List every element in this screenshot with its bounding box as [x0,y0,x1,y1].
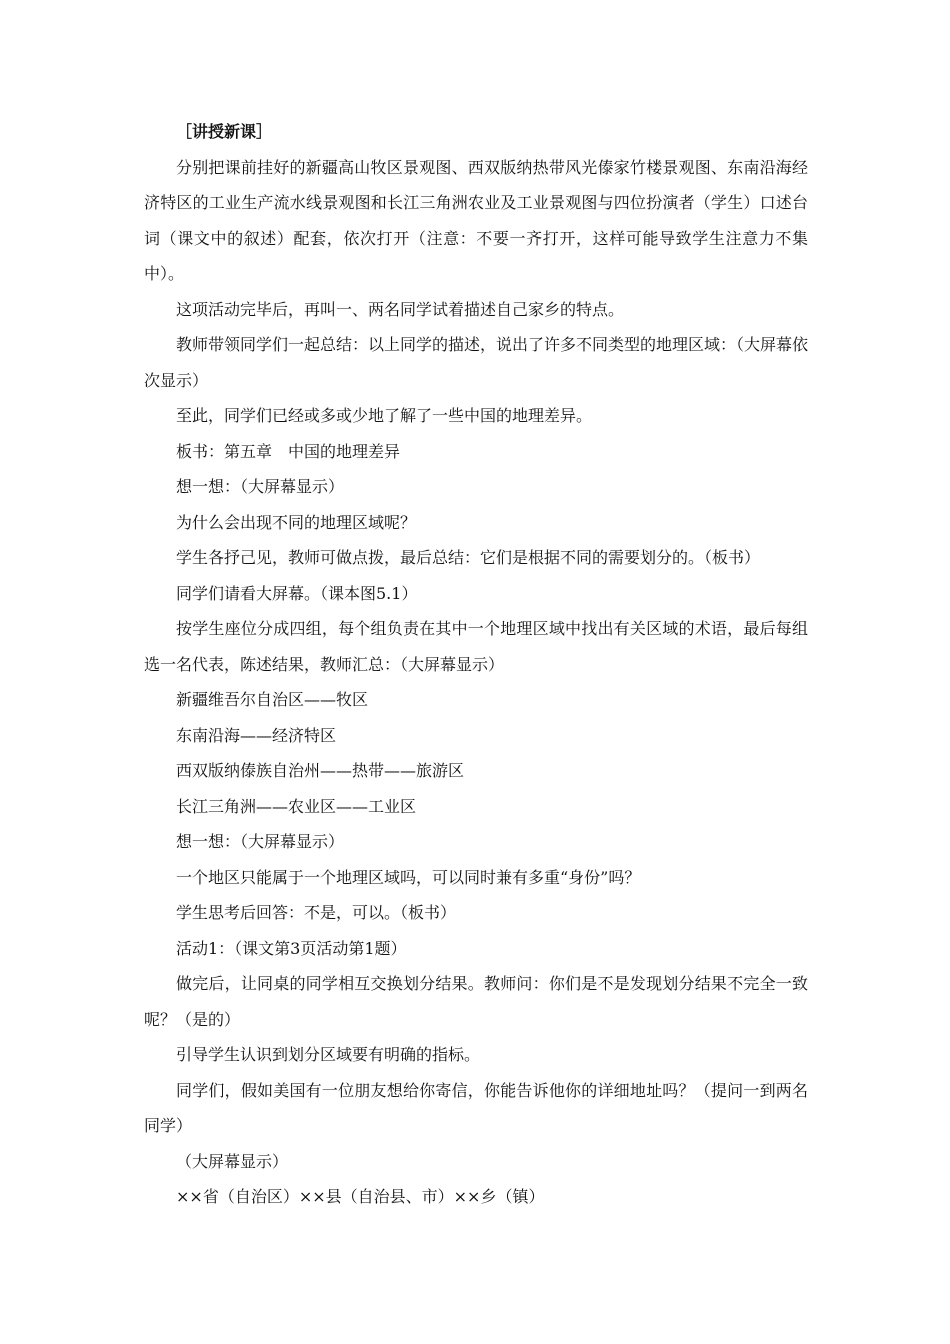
section-heading: ［讲授新课］ [176,122,273,141]
activity-note: 活动1：（课文第3页活动第1题） [176,938,407,958]
paragraph: 引导学生认识到划分区域要有明确的指标。 [176,1045,481,1064]
region-term-item: 东南沿海——经济特区 [176,725,337,745]
region-term-item: 长江三角洲——农业区——工业区 [176,796,417,816]
think-prompt: 想一想：（大屏幕显示） [176,832,345,851]
question: 为什么会出现不同的地理区域呢？ [176,512,417,532]
paragraph: 这项活动完毕后，再叫一、两名同学试着描述自己家乡的特点。 [176,299,625,319]
region-term-item: 新疆维吾尔自治区——牧区 [176,690,369,709]
paragraph: 按学生座位分成四组，每个组负责在其中一个地理区域中找出有关区域的术语，最后每组选一名代表，陈述结果，教师汇总：（大屏幕显示） [144,619,808,674]
think-prompt: 想一想：（大屏幕显示） [176,477,345,496]
paragraph: 学生各抒己见，教师可做点拨，最后总结：它们是根据不同的需要划分的。（板书） [176,548,761,567]
address-format: ××省（自治区）××县（自治县、市）××乡（镇） [176,1187,545,1206]
paragraph: 学生思考后回答：不是，可以。（板书） [176,903,457,922]
paragraph: 做完后，让同桌的同学相互交换划分结果。教师问：你们是不是发现划分结果不完全一致呢？（是的） [144,974,808,1029]
region-term-item: 西双版纳傣族自治州——热带——旅游区 [176,761,465,780]
paragraph: 教师带领同学们一起总结：以上同学的描述，说出了许多不同类型的地理区域：（大屏幕依次显示） [144,335,809,390]
question: 一个地区只能属于一个地理区域吗，可以同时兼有多重“身份”吗？ [176,867,641,887]
paragraph: 至此，同学们已经或多或少地了解了一些中国的地理差异。 [176,406,593,425]
screen-display-note: （大屏幕显示） [176,1151,289,1171]
document-page [144,114,808,1215]
paragraph-intro-activity: 分别把课前挂好的新疆高山牧区景观图、西双版纳热带风光傣家竹楼景观图、东南沿海经济特区的工业生产流水线景观图和长江三角洲农业及工业景观图与四位扮演者（学生）口述台词（课文中的叙述）配套，依次打开（注意：不要一齐打开，这样可能导致学生注意力不集中）。 [144,157,808,283]
paragraph: 同学们请看大屏幕。（课本图5.1） [176,583,418,603]
blackboard-note: 板书：第五章 中国的地理差异 [176,441,401,461]
paragraph: 同学们，假如美国有一位朋友想给你寄信，你能告诉他你的详细地址吗？（提问一到两名同学） [144,1080,808,1135]
